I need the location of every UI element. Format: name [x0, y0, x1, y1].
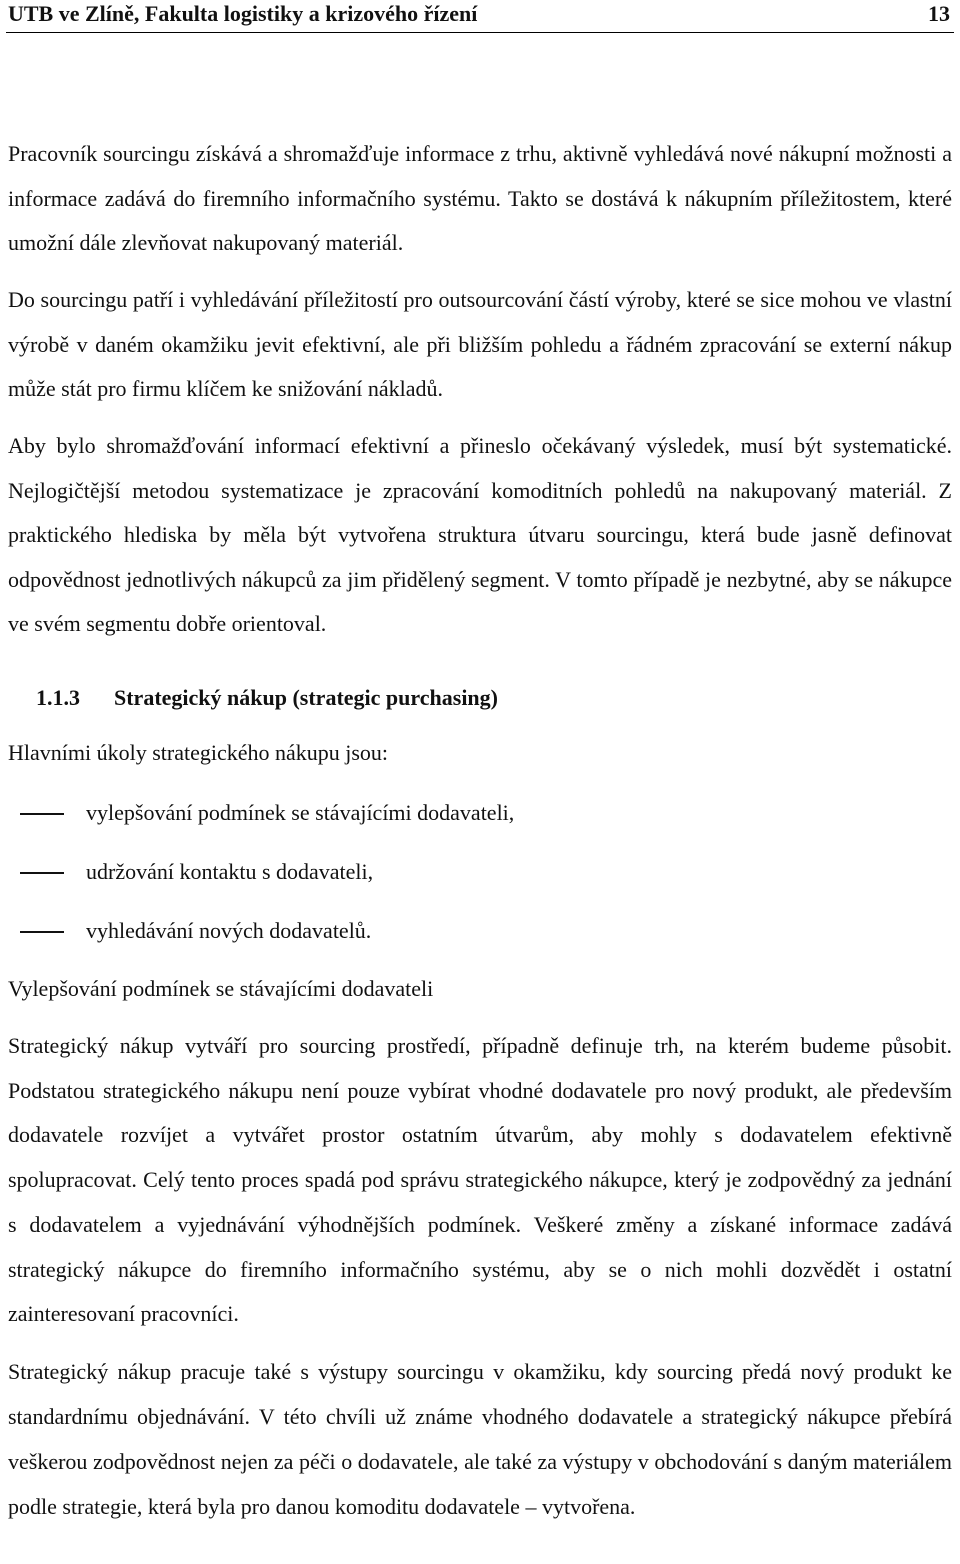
dash-bullet-icon [20, 931, 64, 933]
list-item [8, 911, 908, 951]
section-number: 1.1.3 [36, 685, 80, 710]
paragraph-strategic-purchasing: Strategický nákup vytváří pro sourcing prostředí, případně definuje trh, na kterém budeme působit. Podstatou strategického nákupu není pouze vybírat vhodné dodavatele pro nový produkt, ale především dodavatele rozvíjet a vytvářet prostor ostatním útvarům, aby mohly s dodavatelem efektivně spolupracovat. Celý tento proces spadá pod správu strategického nákupce, který je zodpovědný za jednání s dodavatelem a vyjednávání výhodnějších podmínek. Veškeré změny a získané informace zadává strategický nákupce do firemního informačního systému, aby se o nich mohli dozvědět i ostatní zainteresovaní pracovníci. [8, 1033, 952, 1327]
list-item-text: vyhledávání nových dodavatelů. [86, 918, 372, 943]
list-item [8, 793, 908, 833]
section-title: Strategický nákup (strategic purchasing) [114, 685, 498, 710]
list-intro: Hlavními úkoly strategického nákupu jsou: [8, 740, 389, 765]
paragraph-sourcing-worker: Pracovník sourcingu získává a shromažďuje informace z trhu, aktivně vyhledává nové nákupní možnosti a informace zadává do firemního informačního systému. Takto se dostává k nákupním příležitostem, které umožní dále zlevňovat nakupovaný materiál. [8, 141, 952, 255]
list-item [8, 852, 908, 892]
paragraph-outsourcing: Do sourcingu patří i vyhledávání příležitostí pro outsourcování částí výroby, které se sice mohou ve vlastní výrobě v daném okamžiku jevit efektivní, ale při bližším pohledu a řádném zpracování se externí nákup může stát pro firmu klíčem ke snižování nákladů. [8, 287, 952, 401]
section-heading [36, 678, 498, 718]
page-number: 13 [928, 1, 950, 26]
subheading: Vylepšování podmínek se stávajícími dodavateli [8, 976, 434, 1001]
list-item-text: udržování kontaktu s dodavateli, [86, 859, 374, 884]
dash-bullet-icon [20, 813, 64, 815]
header-title: UTB ve Zlíně, Fakulta logistiky a krizového řízení [8, 1, 478, 26]
dash-bullet-icon [20, 872, 64, 874]
list-item-text: vylepšování podmínek se stávajícími dodavateli, [86, 800, 515, 825]
page-header [6, 0, 954, 33]
paragraph-strategic-outputs: Strategický nákup pracuje také s výstupy sourcingu v okamžiku, kdy sourcing předá nový produkt ke standardnímu objednávání. V této chvíli už známe vhodného dodavatele a strategický nákupce přebírá veškerou zodpovědnost nejen za péči o dodavatele, ale také za výstupy v obchodování s daným materiálem podle strategie, která byla pro danou komoditu dodavatele – vytvořena. [8, 1359, 952, 1519]
paragraph-systematization: Aby bylo shromažďování informací efektivní a přineslo očekávaný výsledek, musí být systematické. Nejlogičtější metodou systematizace je zpracování komoditních pohledů na nakupovaný materiál. Z praktického hlediska by měla být vytvořena struktura útvaru sourcingu, která bude jasně definovat odpovědnost jednotlivých nákupců za jim přidělený segment. V tomto případě je nezbytné, aby se nákupce ve svém segmentu dobře orientoval. [8, 433, 952, 636]
